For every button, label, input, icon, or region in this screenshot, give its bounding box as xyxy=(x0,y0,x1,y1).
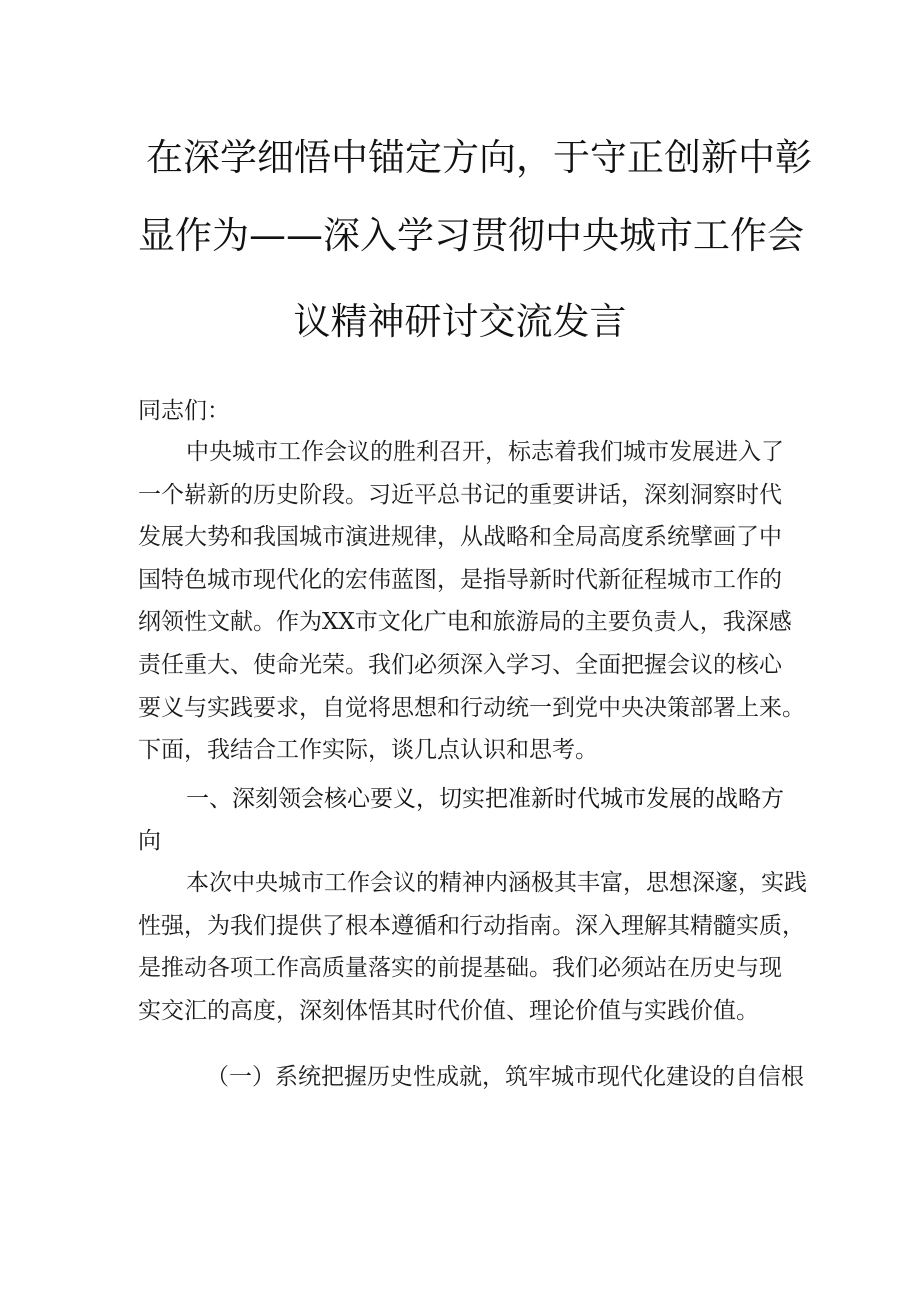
paragraph-1-line: 责任重大、使命光荣。我们必须深入学习、全面把握会议的核心 xyxy=(138,652,782,678)
paragraph-1-line: 下面，我结合工作实际，谈几点认识和思考。 xyxy=(138,737,598,763)
paragraph-2-line: 本次中央城市工作会议的精神内涵极其丰富，思想深邃，实践 xyxy=(186,870,807,896)
section-1-heading-continued: 向 xyxy=(138,828,161,854)
section-1-heading: 一、深刻领会核心要义，切实把准新时代城市发展的战略方 xyxy=(186,786,784,812)
salutation: 同志们： xyxy=(138,398,230,424)
document-title-line-3: 议精神研讨交流发言 xyxy=(293,300,627,343)
paragraph-2-line: 实交汇的高度，深刻体悟其时代价值、理论价值与实践价值。 xyxy=(138,998,759,1024)
paragraph-1-line: 一个崭新的历史阶段。习近平总书记的重要讲话，深刻洞察时代 xyxy=(138,482,782,508)
paragraph-1-line: 国特色城市现代化的宏伟蓝图，是指导新时代新征程城市工作的 xyxy=(138,567,782,593)
paragraph-2-line: 性强，为我们提供了根本遵循和行动指南。深入理解其精髓实质， xyxy=(138,913,805,939)
paragraph-1-line: 要义与实践要求，自觉将思想和行动统一到党中央决策部署上来。 xyxy=(138,695,805,721)
paragraph-1-line: 纲领性文献。作为XX市文化广电和旅游局的主要负责人，我深感 xyxy=(138,609,792,635)
paragraph-2-line: 是推动各项工作高质量落实的前提基础。我们必须站在历史与现 xyxy=(138,955,782,981)
paragraph-1-line: 发展大势和我国城市演进规律，从战略和全局高度系统擘画了中 xyxy=(138,524,782,550)
document-title-line-1: 在深学细悟中锚定方向，于守正创新中彰 xyxy=(146,136,812,179)
paragraph-1-line: 中央城市工作会议的胜利召开，标志着我们城市发展进入了 xyxy=(186,439,784,465)
subsection-1-heading: （一）系统把握历史性成就，筑牢城市现代化建设的自信根 xyxy=(206,1064,804,1090)
document-title-line-2: 显作为——深入学习贯彻中央城市工作会 xyxy=(138,214,804,257)
